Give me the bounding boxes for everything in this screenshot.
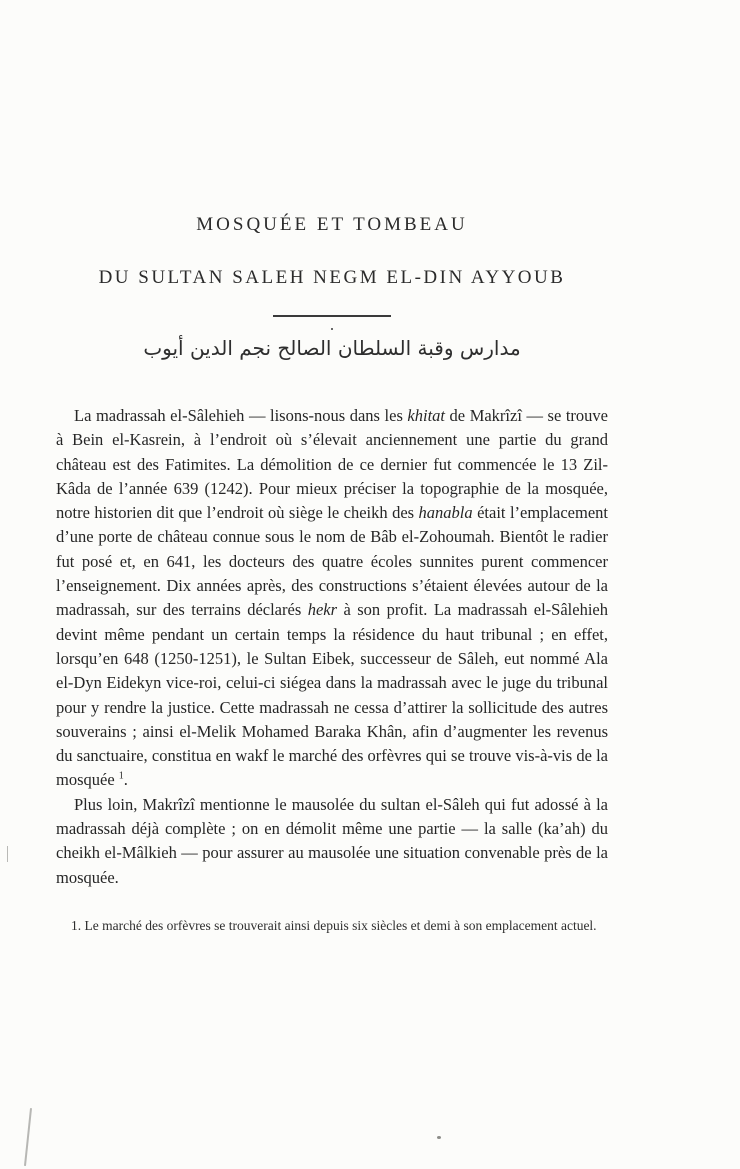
text-segment: était l’emplacement d’une porte de château connue sous le nom de Bâb el-Zohoumah. Bientôt le radier fut posé et, en 641, les docteurs des quatre écoles sunnites purent commencer l’enseignement. Dix années après, des constructions s’étaient élevées autour de la madrassah, sur des terrains déclarés <box>56 503 608 620</box>
text-segment: hanabla <box>418 503 473 523</box>
text-segment: Plus loin, Makrîzî mentionne le mausolée du sultan el-Sâleh qui fut adossé à la madrassah déjà complète ; on en démolit même une partie — la salle (ka’ah) du cheikh el-Mâlkieh — pour assurer au mausolée une situation convenable près de la mosquée. <box>56 794 608 887</box>
body-text <box>56 404 608 890</box>
paragraph <box>56 404 608 793</box>
page-title-line2: DU SULTAN SALEH NEGM EL-DIN AYYOUB <box>98 267 566 288</box>
text-segment: à son profit. La madrassah el-Sâlehieh devint même pendant un certain temps la résidence du haut tribunal ; en effet, lorsqu’en 648 (1250-1251), le Sultan Eibek, successeur de Sâleh, eut nommé Ala el-Dyn Eidekyn vice-roi, celui-ci siégea dans la madrassah avec le juge du tribunal pour y rendre la justice. Cette madrassah ne cessa d’attirer la sollicitude des autres souverains ; ainsi el-Melik Mohamed Baraka Khân, afin d’augmenter les revenus du sanctuaire, constitua en wakf le marché des orfèvres qui se trouve vis-à-vis de la mosquée <box>56 600 608 790</box>
text-segment: khitat <box>407 406 445 425</box>
footnote-reference: 1 <box>118 770 124 782</box>
title-block <box>56 214 608 360</box>
text-segment: La madrassah el-Sâlehieh — lisons-nous dans les <box>74 406 408 425</box>
book-page <box>56 0 608 934</box>
scan-artifact-page-curl <box>24 1108 32 1166</box>
paragraph <box>56 793 608 890</box>
arabic-title: مدارس وقبة السلطان الصالح نجم الدين أيوب <box>143 336 521 360</box>
separator-dot <box>331 328 333 330</box>
text-segment: hekr <box>307 600 338 620</box>
scan-artifact-edge-tick <box>7 846 8 862</box>
text-segment: . <box>123 770 128 790</box>
footnote: 1. Le marché des orfèvres se trouverait ainsi depuis six siècles et demi à son emplacement actuel. <box>71 917 597 933</box>
text-segment: de Makrîzî — se trouve à Bein el-Kasrein, à l’endroit où s’élevait anciennement une partie du grand château est des Fatimites. La démolition de ce dernier fut commencée le 13 Zil-Kâda de l’année 639 (1242). Pour mieux préciser la topographie de la mosquée, notre historien dit que l’endroit où siège le cheikh des <box>56 406 608 523</box>
scan-artifact-speck <box>437 1136 441 1139</box>
title-rule <box>273 315 391 317</box>
page-title-line1: MOSQUÉE ET TOMBEAU <box>196 214 468 235</box>
